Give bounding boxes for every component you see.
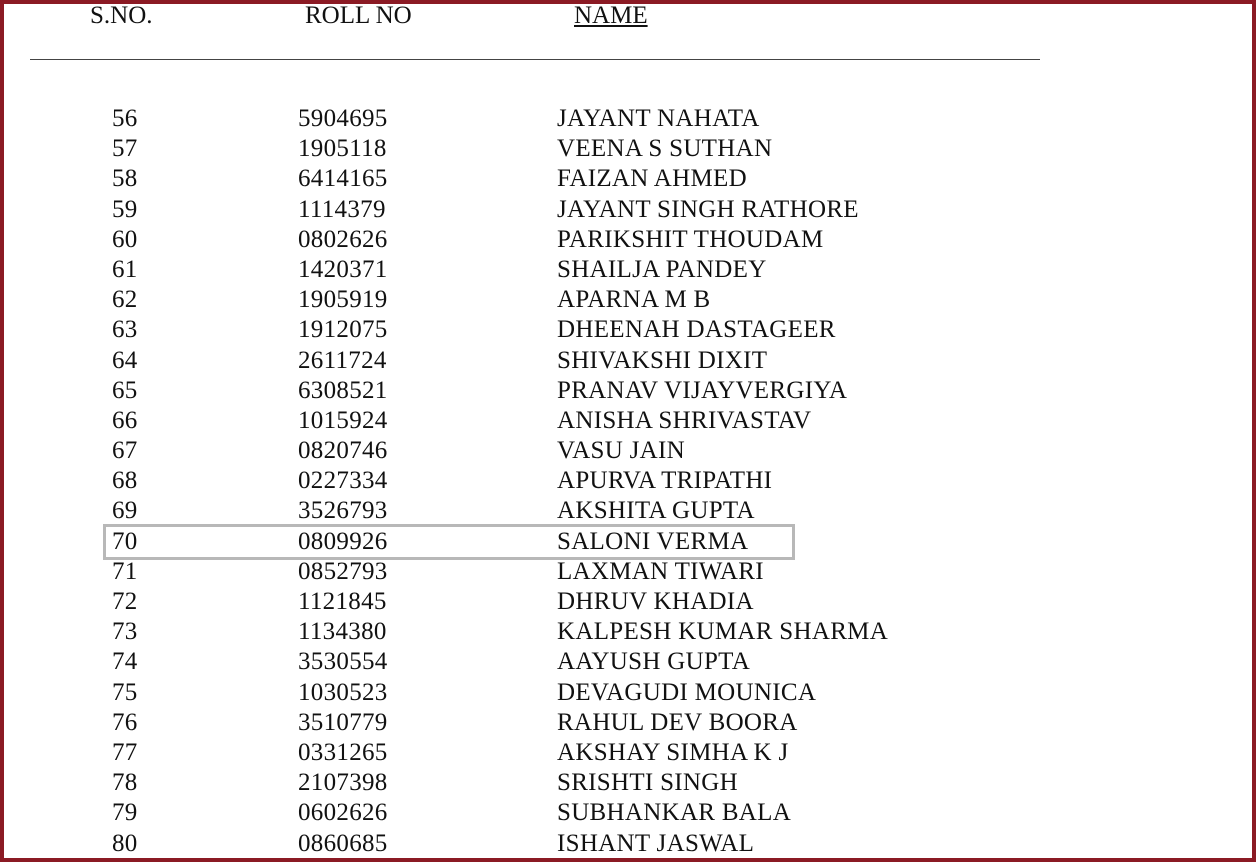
row-sno: 56	[112, 105, 138, 132]
table-row	[0, 466, 1256, 496]
row-name: ISHANT JASWAL	[557, 829, 755, 857]
row-sno: 80	[112, 829, 138, 857]
table-row	[0, 134, 1256, 164]
table-row	[0, 195, 1256, 225]
table-row	[0, 406, 1256, 436]
row-name: SHAILJA PANDEY	[557, 255, 767, 283]
row-sno: 61	[112, 255, 138, 283]
row-name: PRANAV VIJAYVERGIYA	[557, 376, 848, 404]
table-row	[0, 557, 1256, 587]
row-roll-no: 0602626	[298, 799, 388, 827]
row-roll-no: 3510779	[298, 708, 388, 736]
row-roll-no: 0331265	[298, 738, 388, 766]
row-roll-no: 2611724	[298, 346, 387, 374]
row-sno: 70	[112, 527, 138, 555]
table-row	[0, 164, 1256, 194]
row-sno: 59	[112, 195, 138, 223]
row-sno: 62	[112, 286, 138, 314]
column-header-sno: S.NO.	[90, 2, 153, 29]
table-header	[0, 0, 1256, 32]
row-sno: 65	[112, 376, 138, 404]
row-roll-no: 0852793	[298, 557, 388, 585]
row-sno: 67	[112, 437, 138, 465]
table-row	[0, 768, 1256, 798]
row-name: SHIVAKSHI DIXIT	[557, 346, 768, 374]
row-name: LAXMAN TIWARI	[557, 557, 764, 585]
table-row	[0, 738, 1256, 768]
table-row	[0, 798, 1256, 828]
row-name: DHEENAH DASTAGEER	[557, 316, 836, 344]
row-name: VEENA S SUTHAN	[557, 135, 773, 163]
column-header-name: NAME	[574, 2, 648, 29]
header-divider	[30, 59, 1040, 60]
row-sno: 79	[112, 799, 138, 827]
row-roll-no: 1114379	[298, 195, 386, 223]
table-row	[0, 346, 1256, 376]
row-sno: 69	[112, 497, 138, 525]
row-name: SRISHTI SINGH	[557, 769, 738, 797]
row-roll-no: 1912075	[298, 316, 388, 344]
row-roll-no: 1420371	[298, 255, 388, 283]
table-row	[0, 829, 1256, 859]
row-roll-no: 0860685	[298, 829, 388, 857]
row-roll-no: 1905118	[298, 135, 387, 163]
highlight-box	[103, 524, 795, 560]
row-name: DHRUV KHADIA	[557, 588, 754, 615]
row-sno: 66	[112, 406, 138, 434]
row-sno: 72	[112, 588, 138, 615]
row-roll-no: 1134380	[298, 618, 387, 646]
row-name: FAIZAN AHMED	[557, 165, 747, 193]
table-row	[0, 285, 1256, 315]
row-name: APURVA TRIPATHI	[557, 467, 773, 495]
row-name: APARNA M B	[557, 286, 711, 314]
table-row	[0, 496, 1256, 526]
row-name: PARIKSHIT THOUDAM	[557, 225, 824, 253]
row-name: AKSHAY SIMHA K J	[557, 738, 789, 766]
row-sno: 57	[112, 135, 138, 163]
row-sno: 76	[112, 708, 138, 736]
table-row	[0, 225, 1256, 255]
row-name: AKSHITA GUPTA	[557, 497, 755, 525]
row-roll-no: 0820746	[298, 437, 388, 465]
row-sno: 73	[112, 618, 138, 646]
row-name: VASU JAIN	[557, 437, 685, 465]
row-sno: 71	[112, 557, 138, 585]
table-row	[0, 104, 1256, 134]
row-name: SUBHANKAR BALA	[557, 799, 792, 827]
table-row	[0, 376, 1256, 406]
row-roll-no: 3530554	[298, 648, 388, 676]
table-row	[0, 587, 1256, 617]
row-roll-no: 5904695	[298, 105, 388, 132]
table-row	[0, 678, 1256, 708]
row-name: JAYANT NAHATA	[557, 105, 760, 132]
row-name: RAHUL DEV BOORA	[557, 708, 798, 736]
row-sno: 74	[112, 648, 138, 676]
row-sno: 60	[112, 225, 138, 253]
table-row	[0, 647, 1256, 677]
row-roll-no: 0802626	[298, 225, 388, 253]
row-name: SALONI VERMA	[557, 527, 749, 555]
row-sno: 78	[112, 769, 138, 797]
table-row	[0, 255, 1256, 285]
row-roll-no: 2107398	[298, 769, 388, 797]
row-name: ANISHA SHRIVASTAV	[557, 406, 812, 434]
table-row	[0, 617, 1256, 647]
row-roll-no: 3526793	[298, 497, 388, 525]
row-roll-no: 1121845	[298, 588, 387, 615]
row-sno: 64	[112, 346, 138, 374]
row-sno: 63	[112, 316, 138, 344]
table-row	[0, 436, 1256, 466]
column-header-roll-no: ROLL NO	[305, 2, 412, 29]
row-name: JAYANT SINGH RATHORE	[557, 195, 859, 223]
row-name: DEVAGUDI MOUNICA	[557, 678, 817, 706]
row-roll-no: 0809926	[298, 527, 388, 555]
row-roll-no: 1905919	[298, 286, 388, 314]
row-sno: 77	[112, 738, 138, 766]
row-name: AAYUSH GUPTA	[557, 648, 751, 676]
row-sno: 68	[112, 467, 138, 495]
row-roll-no: 6308521	[298, 376, 388, 404]
row-sno: 58	[112, 165, 138, 193]
row-roll-no: 1030523	[298, 678, 388, 706]
row-roll-no: 1015924	[298, 406, 388, 434]
row-roll-no: 0227334	[298, 467, 388, 495]
table-row	[0, 315, 1256, 345]
row-roll-no: 6414165	[298, 165, 388, 193]
row-name: KALPESH KUMAR SHARMA	[557, 618, 889, 646]
table-row	[0, 708, 1256, 738]
results-table-body	[0, 104, 1256, 859]
row-sno: 75	[112, 678, 138, 706]
